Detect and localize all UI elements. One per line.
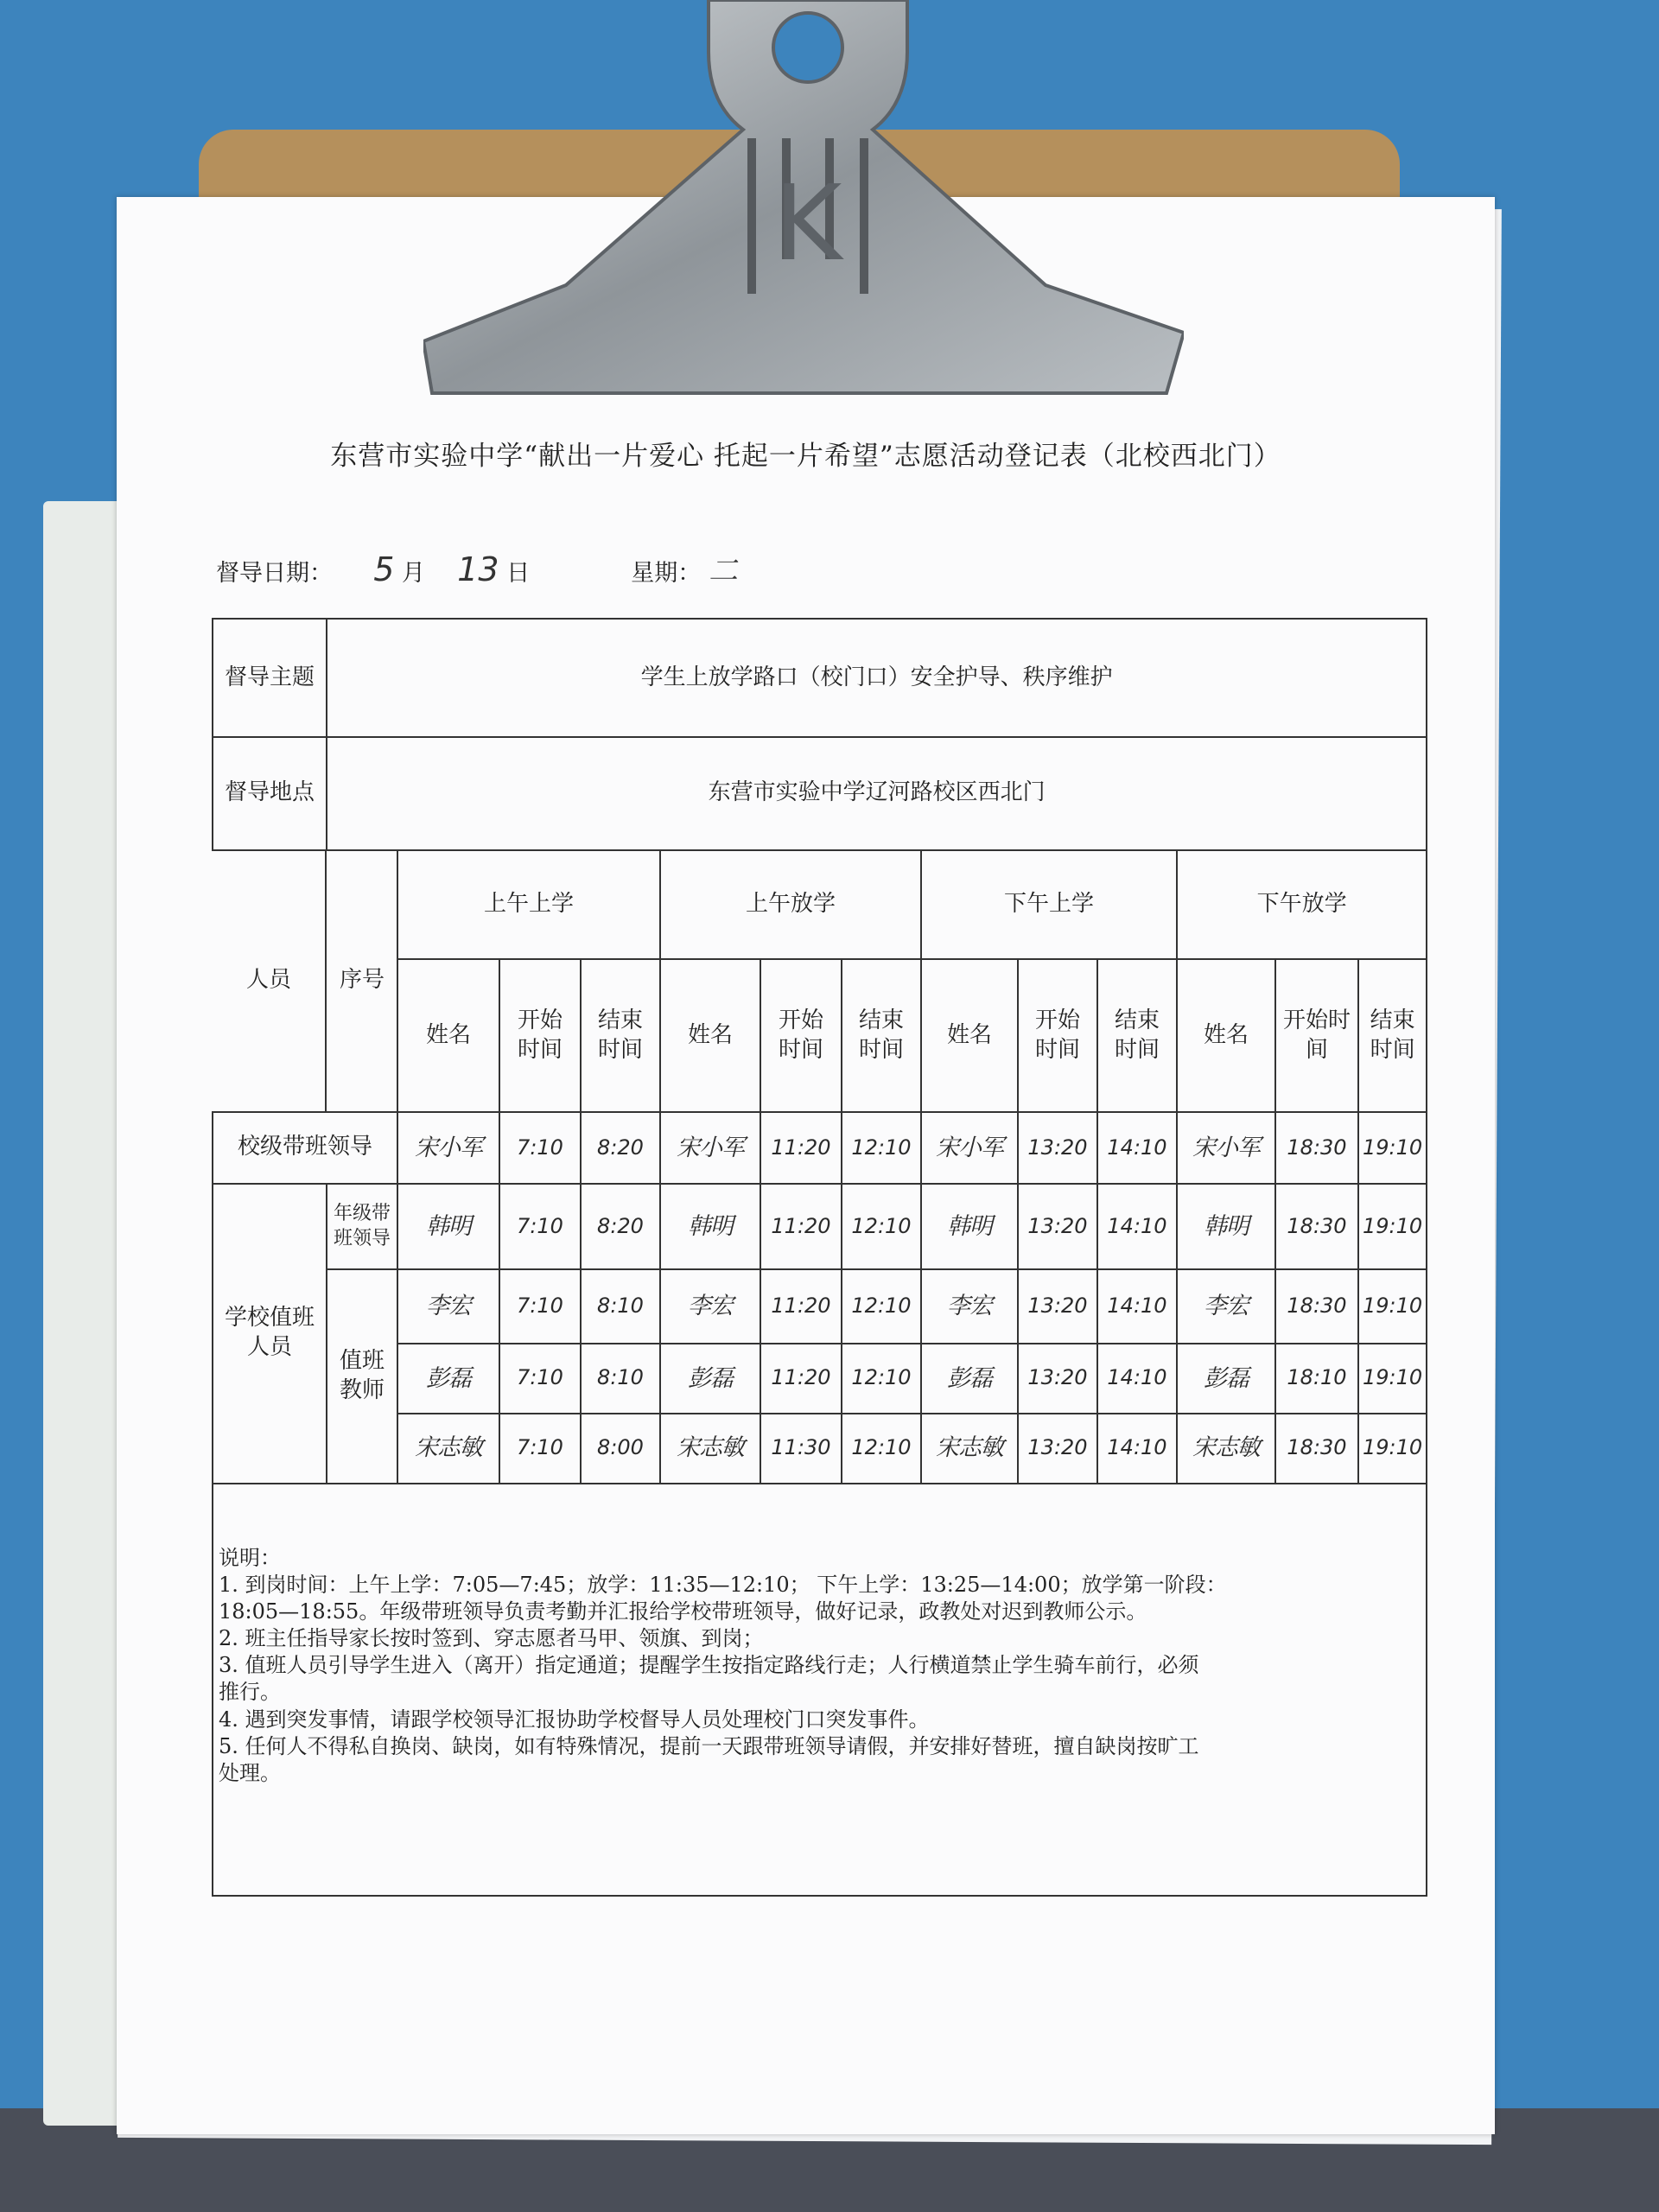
- theme-value: 学生上放学路口（校门口）安全护导、秩序维护: [327, 619, 1427, 737]
- time-cell: 18:30: [1275, 1112, 1358, 1184]
- col-end: 结束 时间: [1358, 959, 1427, 1111]
- sheet-title: 东营市实验中学“献出一片爱心 托起一片希望”志愿活动登记表（北校西北门）: [330, 441, 1281, 472]
- signature: 宋志敏: [921, 1414, 1018, 1484]
- register-table: [212, 618, 1427, 1897]
- notes-line: 5. 任何人不得私自换岗、缺岗，如有特殊情况，提前一天跟带班领导请假，并安排好替班，擅自缺岗按旷工: [219, 1733, 1199, 1758]
- col-start: 开始时 间: [1275, 959, 1358, 1111]
- signature: 宋小军: [921, 1112, 1018, 1184]
- time-cell: 12:10: [842, 1414, 921, 1484]
- time-cell: 18:10: [1275, 1344, 1358, 1414]
- time-cell: 8:10: [581, 1344, 660, 1414]
- teacher-row: [213, 1269, 1427, 1343]
- leader-label: 校级带班领导: [213, 1112, 397, 1184]
- leader-row: [213, 1112, 1427, 1184]
- signature: 李宏: [397, 1269, 499, 1343]
- signature: 彭磊: [660, 1344, 760, 1414]
- date-label: 督导日期：: [216, 560, 333, 587]
- notes-line: 18:05—18:55。年级带班领导负责考勤并汇报给学校带班领导，做好记录，政教处对迟到教师公示。: [219, 1599, 1147, 1624]
- time-cell: 18:30: [1275, 1414, 1358, 1484]
- signature: 李宏: [660, 1269, 760, 1343]
- signature: 宋志敏: [660, 1414, 760, 1484]
- signature: 李宏: [1177, 1269, 1275, 1343]
- teacher-label: 值班 教师: [327, 1269, 397, 1483]
- time-cell: 11:20: [760, 1269, 842, 1343]
- date-day-unit: 日: [506, 560, 531, 587]
- signature: 彭磊: [1177, 1344, 1275, 1414]
- personnel-header-placeholder: [213, 850, 397, 1112]
- time-cell: 13:20: [1018, 1112, 1097, 1184]
- time-cell: 8:20: [581, 1112, 660, 1184]
- signature: 宋小军: [1177, 1112, 1275, 1184]
- time-cell: 7:10: [499, 1112, 581, 1184]
- time-cell: 8:00: [581, 1414, 660, 1484]
- date-line: [216, 547, 738, 589]
- signature: 宋小军: [397, 1112, 499, 1184]
- location-value: 东营市实验中学辽河路校区西北门: [327, 737, 1427, 850]
- col-end: 结束 时间: [581, 959, 660, 1111]
- time-cell: 12:10: [842, 1269, 921, 1343]
- col-name: 姓名: [397, 959, 499, 1111]
- location-label: 督导地点: [213, 737, 327, 850]
- time-cell: 19:10: [1358, 1269, 1427, 1343]
- time-cell: 14:10: [1097, 1184, 1177, 1270]
- signature: 宋小军: [660, 1112, 760, 1184]
- col-end: 结束 时间: [1097, 959, 1177, 1111]
- personnel-header: 人员: [213, 851, 327, 1111]
- time-cell: 14:10: [1097, 1344, 1177, 1414]
- signature: 韩明: [921, 1184, 1018, 1270]
- col-name: 姓名: [660, 959, 760, 1111]
- notes-section: [213, 1484, 1427, 1897]
- signature: 彭磊: [397, 1344, 499, 1414]
- time-cell: 7:10: [499, 1344, 581, 1414]
- notes-line: 处理。: [219, 1761, 281, 1785]
- weekday-value: 二: [708, 554, 738, 588]
- time-cell: 13:20: [1018, 1269, 1097, 1343]
- grade-leader-row: [213, 1184, 1427, 1270]
- time-cell: 13:20: [1018, 1414, 1097, 1484]
- signature: 彭磊: [921, 1344, 1018, 1414]
- theme-label: 督导主题: [213, 619, 327, 737]
- notes-line: 说明：: [219, 1545, 281, 1570]
- period-header-3: 下午上学: [921, 850, 1177, 960]
- time-cell: 13:20: [1018, 1184, 1097, 1270]
- seq-header: 序号: [339, 967, 385, 994]
- notes-line: 3. 值班人员引导学生进入（离开）指定通道；提醒学生按指定路线行走；人行横道禁止学生骑车前行，必须: [219, 1653, 1199, 1678]
- col-start: 开始 时间: [760, 959, 842, 1111]
- period-header-4: 下午放学: [1177, 850, 1427, 960]
- time-cell: 18:30: [1275, 1184, 1358, 1270]
- duty-label: 学校值班 人员: [213, 1184, 327, 1484]
- col-start: 开始 时间: [1018, 959, 1097, 1111]
- time-cell: 12:10: [842, 1112, 921, 1184]
- time-cell: 14:10: [1097, 1112, 1177, 1184]
- weekday-label: 星期：: [631, 560, 702, 587]
- time-cell: 19:10: [1358, 1184, 1427, 1270]
- time-cell: 8:20: [581, 1184, 660, 1270]
- time-cell: 14:10: [1097, 1269, 1177, 1343]
- time-cell: 19:10: [1358, 1112, 1427, 1184]
- signature: 韩明: [397, 1184, 499, 1270]
- time-cell: 11:20: [760, 1344, 842, 1414]
- date-month: 5: [373, 550, 395, 588]
- signature: 韩明: [660, 1184, 760, 1270]
- time-cell: 11:20: [760, 1184, 842, 1270]
- time-cell: 7:10: [499, 1184, 581, 1270]
- col-end: 结束 时间: [842, 959, 921, 1111]
- time-cell: 7:10: [499, 1269, 581, 1343]
- notes-line: 4. 遇到突发事情，请跟学校领导汇报协助学校督导人员处理校门口突发事件。: [219, 1707, 930, 1732]
- grade-leader-label: 年级带 班领导: [327, 1184, 397, 1270]
- time-cell: 8:10: [581, 1269, 660, 1343]
- time-cell: 11:30: [760, 1414, 842, 1484]
- col-name: 姓名: [921, 959, 1018, 1111]
- binder-clip-icon: [423, 0, 1184, 397]
- time-cell: 12:10: [842, 1184, 921, 1270]
- date-day: 13: [457, 550, 499, 588]
- notes-line: 推行。: [219, 1680, 281, 1705]
- time-cell: 13:20: [1018, 1344, 1097, 1414]
- clip-logo: K: [773, 164, 842, 284]
- signature: 韩明: [1177, 1184, 1275, 1270]
- time-cell: 19:10: [1358, 1344, 1427, 1414]
- signature: 宋志敏: [1177, 1414, 1275, 1484]
- time-cell: 11:20: [760, 1112, 842, 1184]
- time-cell: 19:10: [1358, 1414, 1427, 1484]
- notes-line: 1. 到岗时间：上午上学：7:05—7:45；放学：11:35—12:10； 下午上学：13:25—14:00；放学第一阶段：: [219, 1572, 1227, 1597]
- date-month-unit: 月: [401, 560, 425, 587]
- notes-line: 2. 班主任指导家长按时签到、穿志愿者马甲、领旗、到岗；: [219, 1626, 764, 1651]
- time-cell: 14:10: [1097, 1414, 1177, 1484]
- col-start: 开始 时间: [499, 959, 581, 1111]
- time-cell: 7:10: [499, 1414, 581, 1484]
- signature: 宋志敏: [397, 1414, 499, 1484]
- col-name: 姓名: [1177, 959, 1275, 1111]
- period-header-2: 上午放学: [660, 850, 921, 960]
- signature: 李宏: [921, 1269, 1018, 1343]
- time-cell: 12:10: [842, 1344, 921, 1414]
- period-header-1: 上午上学: [397, 850, 660, 960]
- time-cell: 18:30: [1275, 1269, 1358, 1343]
- registration-sheet: [117, 197, 1495, 2134]
